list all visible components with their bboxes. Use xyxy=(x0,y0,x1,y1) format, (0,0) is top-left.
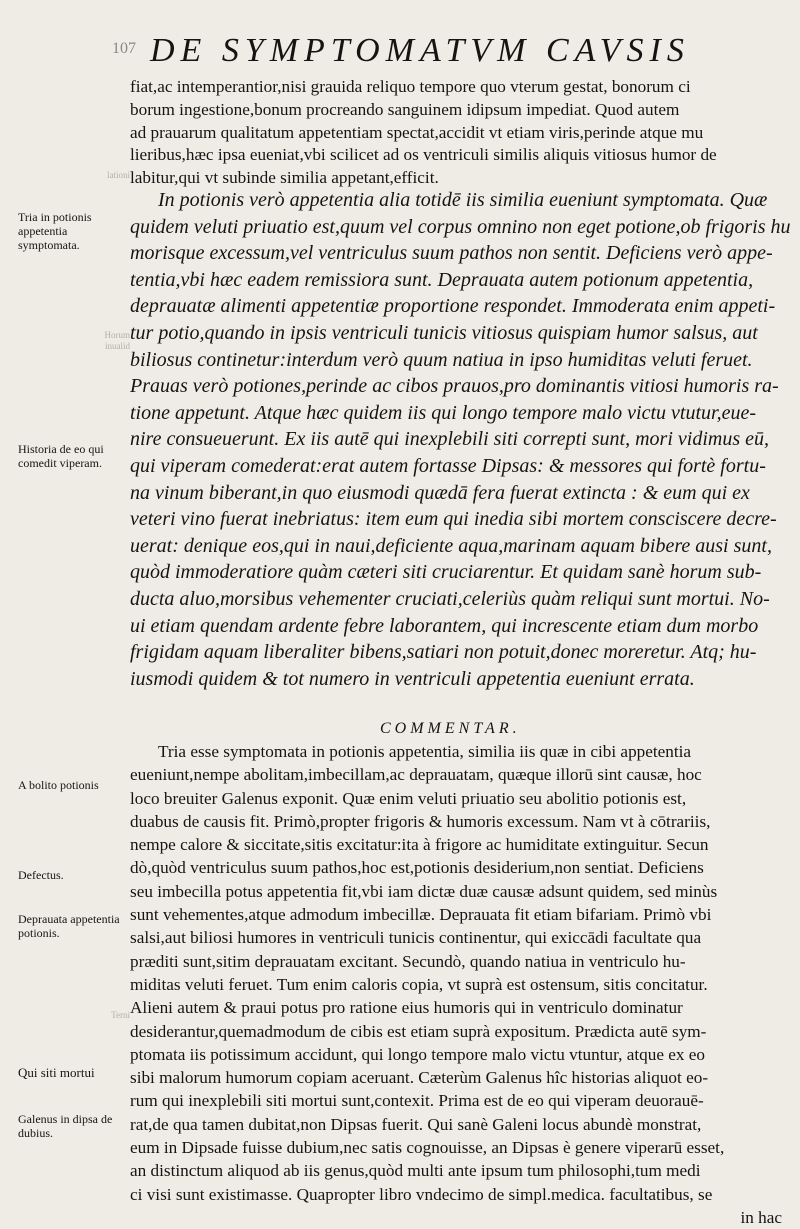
catchword: in hac xyxy=(740,1207,782,1227)
text-line: na vinum biberant,in quo eiusmodi quædā fera fuerat extincta : & eum qui ex xyxy=(130,481,750,504)
text-line: In potionis verò appetentia alia totidē iis similia eueniunt symptomata. Quæ xyxy=(158,189,768,211)
sidenote-tria-symptomata: Tria in potionis appetentia symptomata. xyxy=(18,210,92,252)
running-head: DE SYMPTOMATVM CAVSIS xyxy=(150,32,690,69)
text-line: tentia,vbi hæc eadem remissiora sunt. Deprauata autem potionum appetentia, xyxy=(130,268,754,291)
text-line: deprauatæ alimenti appetentiæ proportione respondet. Immoderata enim appeti- xyxy=(130,295,776,318)
text-line: Alieni autem & praui potus pro ratione eius humoris qui in ventriculo dominatur xyxy=(130,998,683,1018)
text-line: seu imbecilla potus appetentia fit,vbi iam dictæ duæ causæ adsunt quidem, sed minùs xyxy=(130,881,718,901)
bleed-through-note: Horum inualid xyxy=(104,330,130,351)
text-line: Prauas verò potiones,perinde ac cibos prauos,pro dominantis vitiosi humoris ra- xyxy=(130,375,779,398)
text-line: ad prauarum qualitatum appetentiam spectat,accidit vt etiam viris,perinde atque mu xyxy=(130,122,704,142)
galen-text-paragraph xyxy=(130,187,790,692)
text-line: eueniunt,nempe abolitam,imbecillam,ac deprauatam, quæque illorū sint causæ, hoc xyxy=(130,765,702,785)
text-line: veteri vino fuerat inebriatus: item eum qui inedia sibi mortem consciscere decre- xyxy=(130,508,777,531)
sidenote-historia-vipera: Historia de eo qui comedit viperam. xyxy=(18,442,104,470)
text-line: Tria esse symptomata in potionis appetentia, similia iis quæ in cibi appetentia xyxy=(158,742,692,761)
text-line: an distinctum aliquod ab iis genus,quòd multi ante ipsum tum philosophi,tum medi xyxy=(130,1161,701,1181)
text-line: frigidam aquam liberaliter bibens,satiari non potuit,donec moreretur. Atq; hu- xyxy=(130,641,757,664)
sidenote-abolito: A bolito potionis xyxy=(18,778,99,792)
opening-paragraph xyxy=(130,76,790,190)
text-line: dò,quòd ventriculus suum pathos,hoc est,potionis desiderium,non sentiat. Deficiens xyxy=(130,858,704,878)
text-line: eum in Dipsade fuisse dubium,nec satis cognouisse, an Dipsas è genere viperarū esset, xyxy=(130,1138,725,1158)
text-line: ui etiam quendam ardente febre laborantem, qui increscente etiam dum morbo xyxy=(130,614,759,637)
text-line: rat,de qua tamen dubitat,non Dipsas fuerit. Qui sanè Galeni locus abundè monstrat, xyxy=(130,1114,702,1134)
bleed-through-note: Terni xyxy=(111,1010,130,1020)
text-line: nire consueuerunt. Ex iis autē qui inexplebili siti correpti sunt, mori vidimus eū, xyxy=(130,428,769,451)
text-line: sunt vehementes,atque admodum imbecillæ. Deprauata fit etiam bifariam. Primò vbi xyxy=(130,905,712,925)
text-line: præditi sunt,sitim deprauatam excitant. Secundò, quando natiua in ventriculo hu- xyxy=(130,951,686,971)
sidenote-deprauata: Deprauata appetentia potionis. xyxy=(18,912,120,940)
text-line: tur potio,quando in ipsis ventriculi tunicis vitiosus quispiam humor salsus, aut xyxy=(130,321,758,344)
commentary-paragraph xyxy=(130,740,790,1229)
sidenote-galenus-dipsa: Galenus in dipsa de dubius. xyxy=(18,1112,113,1140)
text-line: quidem veluti priuatio est,quum vel corpus omnino non eget potione,ob frigoris hu xyxy=(130,215,790,238)
text-line: borum ingestione,bonum procreando sanguinem idipsum impediat. Quod autem xyxy=(130,99,680,119)
text-line: salsi,aut biliosi humores in ventriculi tunicis continentur, qui exiccādi facultate qua xyxy=(130,928,702,948)
text-line: qui viperam comederat:erat autem fortasse Dipsas: & messores qui fortè fortu- xyxy=(130,454,766,477)
page-folio: 107 xyxy=(112,40,136,57)
text-line: duabus de causis fit. Primò,propter frigoris & humoris excessum. Nam vt à cōtrariis, xyxy=(130,811,711,831)
text-line: desiderantur,quemadmodum de cibis est etiam suprà expositum. Prædicta autē sym- xyxy=(130,1021,707,1041)
sidenote-siti-mortui: Qui siti mortui xyxy=(18,1065,95,1080)
text-line: labitur,qui vt subinde similia appetant,efficit. xyxy=(130,168,439,188)
text-line: iusmodi quidem & tot numero in ventriculi appetentia eueniunt errata. xyxy=(130,667,695,690)
text-line: uerat: denique eos,qui in naui,deficiente aqua,marinam aquam bibere ausi sunt, xyxy=(130,534,772,557)
text-line: nempe calore & siccitate,sitis excitatur:ita à frigore ac humiditate extinguitur. Secun xyxy=(130,835,709,855)
text-line: quòd immoderatiore quàm cæteri siti cruciarentur. Et quidam sanè horum sub- xyxy=(130,561,762,584)
text-line: ducta aluo,morsibus vehementer cruciati,celeriùs quàm reliqui sunt mortui. No- xyxy=(130,587,770,610)
sidenote-defectus: Defectus. xyxy=(18,868,64,882)
text-line: loco breuiter Galenus exponit. Quæ enim veluti priuatio seu abolitio potionis est, xyxy=(130,788,687,808)
commentary-heading: COMMENTAR. xyxy=(380,720,521,737)
text-line: tione appetunt. Atque hæc quidem iis qui longo tempore malo victu vtutur,eue- xyxy=(130,401,757,424)
text-line: ptomata iis potissimum accidunt, qui longo tempore malo victu vtuntur, atque ex eo xyxy=(130,1044,705,1064)
text-line: sibi malorum humorum copiam aceruant. Cæterùm Galenus hîc historias aliquot eo- xyxy=(130,1068,709,1088)
text-line: rum qui inexplebili siti mortui sunt,contexit. Prima est de eo qui viperam deuorauē- xyxy=(130,1091,704,1111)
text-line: miditas veluti feruet. Tum enim caloris copia, vt suprà est ostensum, sitis concitatur. xyxy=(130,974,708,994)
text-line: ci visi sunt existimasse. Quapropter libro vndecimo de simpl.medica. facultatibus, se xyxy=(130,1184,713,1204)
text-line: fiat,ac intemperantior,nisi grauida reliquo tempore quo vterum gestat, bonorum ci xyxy=(130,77,691,96)
bleed-through-note: lationi xyxy=(107,170,130,180)
text-line: lieribus,hæc ipsa eueniat,vbi scilicet ad os ventriculi similis aliquis vitiosus humor de xyxy=(130,145,717,165)
text-line: morisque excessum,vel ventriculus suum pathos non sentit. Deficiens verò appe- xyxy=(130,242,773,265)
text-line: biliosus continetur:interdum verò quum natiua in ipso humiditas veluti feruet. xyxy=(130,348,753,371)
